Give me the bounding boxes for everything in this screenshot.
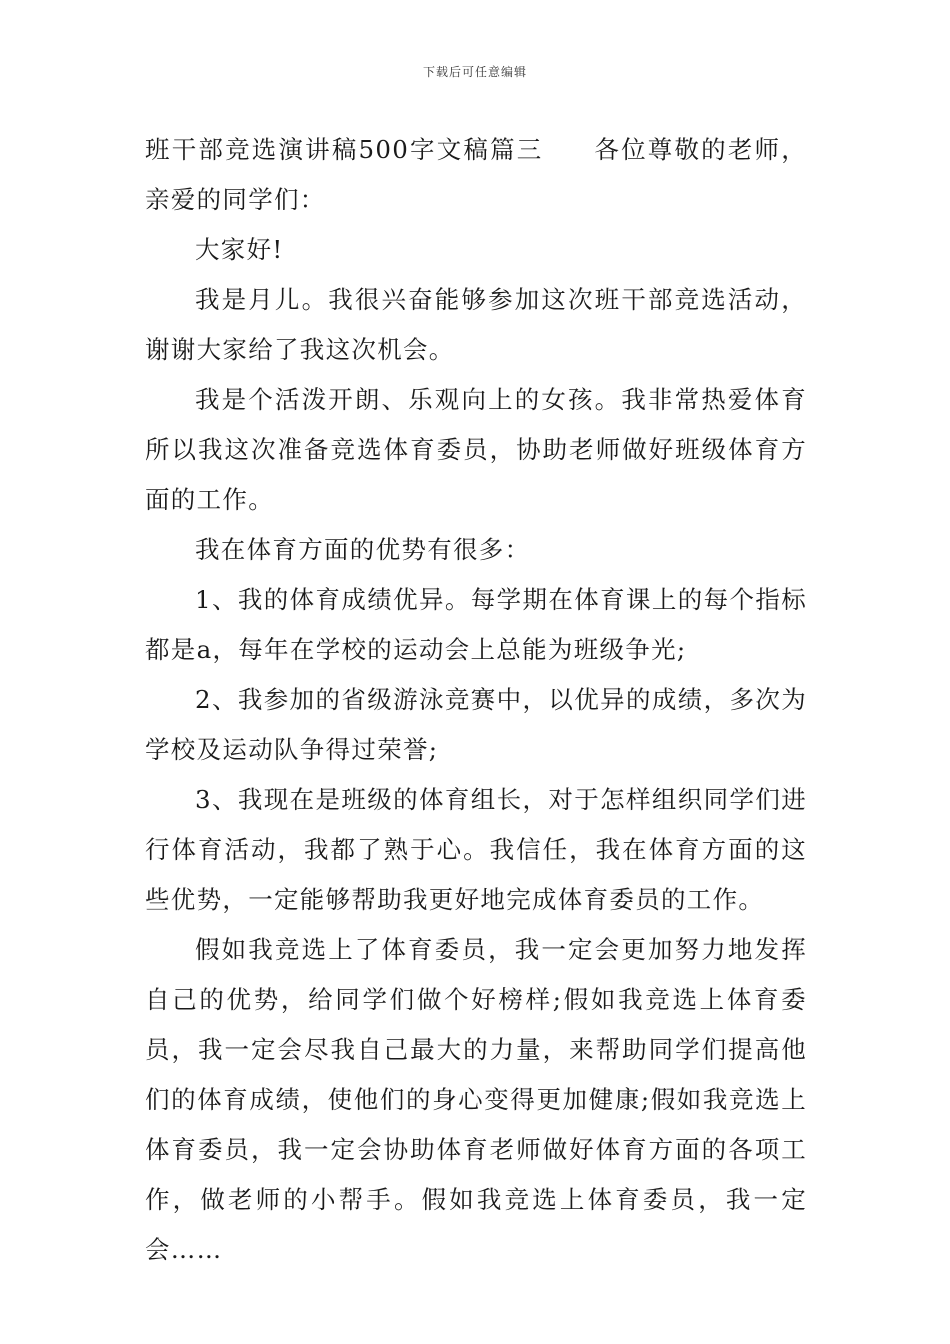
- paragraph-promises: 假如我竞选上了体育委员，我一定会更加努力地发挥自己的优势，给同学们做个好榜样;假如我竞选上体育委员，我一定会尽我自己最大的力量，来帮助同学们提高他们的体育成绩，使他们的身心变得更加健康;假如我竞选上体育委员，我一定会协助体育老师做好体育方面的各项工作，做老师的小帮手。假如我竞选上体育委员，我一定会……: [145, 935, 807, 1264]
- paragraph-advantages-heading: 我在体育方面的优势有很多：: [195, 535, 531, 564]
- salutation: 各位尊敬的老师，亲爱的同学们：: [145, 135, 808, 214]
- paragraph-personality: 我是个活泼开朗、乐观向上的女孩。我非常热爱体育所以我这次准备竞选体育委员，协助老师做好班级体育方面的工作。: [145, 385, 807, 514]
- document-title: 班干部竞选演讲稿500字文稿篇三: [145, 135, 544, 164]
- header-note: 下载后可任意编辑: [422, 65, 527, 79]
- paragraph-intro: 我是月儿。我很兴奋能够参加这次班干部竞选活动，谢谢大家给了我这次机会。: [145, 285, 807, 364]
- title-line: [145, 125, 807, 225]
- paragraph-advantage-3: 3、我现在是班级的体育组长，对于怎样组织同学们进行体育活动，我都了熟于心。我信任，我在体育方面的这些优势，一定能够帮助我更好地完成体育委员的工作。: [145, 785, 807, 914]
- paragraph-advantage-1: 1、我的体育成绩优异。每学期在体育课上的每个指标都是a，每年在学校的运动会上总能为班级争光;: [145, 585, 807, 664]
- paragraph-greeting: 大家好!: [195, 235, 284, 264]
- document-body: [145, 125, 807, 1275]
- paragraph-advantage-2: 2、我参加的省级游泳竞赛中，以优异的成绩，多次为学校及运动队争得过荣誉;: [145, 685, 807, 764]
